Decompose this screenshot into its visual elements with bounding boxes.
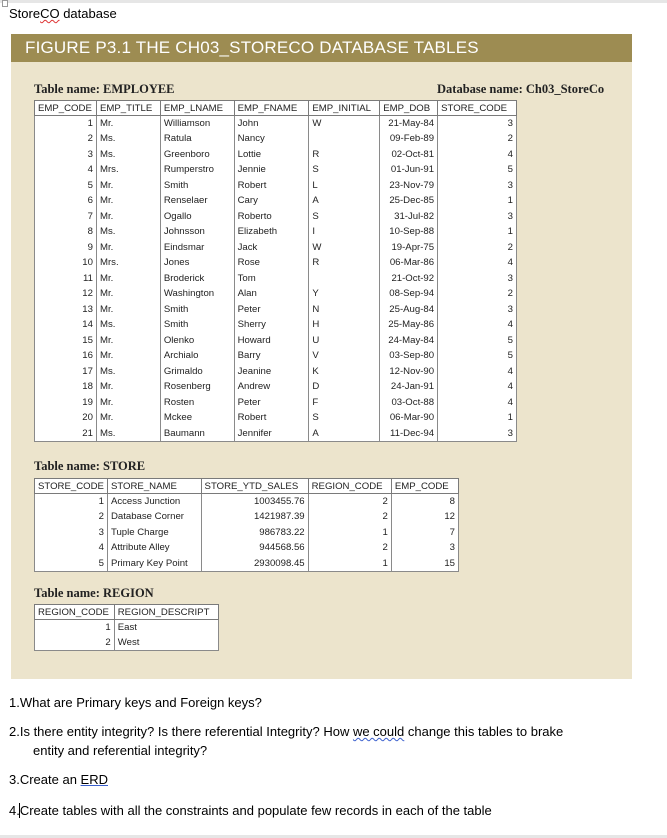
- question-1: 1.What are Primary keys and Foreign keys?: [9, 695, 262, 710]
- table-cell: Grimaldo: [160, 364, 234, 380]
- table-cell: 1: [308, 556, 391, 572]
- table-cell: 1: [438, 410, 517, 426]
- table-cell: Sherry: [234, 317, 309, 333]
- grammar-flag: we could: [352, 724, 405, 739]
- table-cell: Greenboro: [160, 147, 234, 163]
- table-cell: Howard: [234, 333, 309, 349]
- column-header: EMP_INITIAL: [309, 101, 380, 116]
- table-cell: Mr.: [96, 348, 160, 364]
- table-cell: 2: [438, 240, 517, 256]
- table-cell: 4: [438, 255, 517, 271]
- column-header: REGION_CODE: [35, 605, 115, 620]
- table-cell: F: [309, 395, 380, 411]
- table-cell: Mr.: [96, 178, 160, 194]
- table-cell: 02-Oct-81: [380, 147, 438, 163]
- table-cell: 2: [35, 131, 97, 147]
- figure-image: [11, 34, 632, 679]
- table-cell: Ms.: [96, 131, 160, 147]
- table-row: [35, 286, 517, 302]
- table-cell: Broderick: [160, 271, 234, 287]
- table-cell: 13: [35, 302, 97, 318]
- table-cell: U: [309, 333, 380, 349]
- table-row: [35, 131, 517, 147]
- table-cell: Olenko: [160, 333, 234, 349]
- table-cell: 15: [391, 556, 458, 572]
- table-cell: Database Corner: [107, 509, 201, 525]
- table-cell: 2: [308, 509, 391, 525]
- column-header: STORE_NAME: [107, 479, 201, 494]
- table-cell: 11: [35, 271, 97, 287]
- table-cell: 12: [391, 509, 458, 525]
- table-cell: 19-Apr-75: [380, 240, 438, 256]
- table-cell: Rumperstro: [160, 162, 234, 178]
- table-cell: 1421987.39: [201, 509, 308, 525]
- table-cell: 4: [438, 364, 517, 380]
- store-table-label: Table name: STORE: [34, 459, 146, 473]
- table-cell: 3: [438, 116, 517, 132]
- table-cell: Smith: [160, 317, 234, 333]
- table-cell: Rosten: [160, 395, 234, 411]
- table-cell: Mr.: [96, 193, 160, 209]
- table-cell: 2: [438, 286, 517, 302]
- table-cell: 16: [35, 348, 97, 364]
- table-cell: 1003455.76: [201, 494, 308, 510]
- table-cell: Robert: [234, 410, 309, 426]
- table-cell: 1: [308, 525, 391, 541]
- table-cell: 1: [35, 620, 115, 636]
- column-header: REGION_DESCRIPT: [114, 605, 218, 620]
- table-cell: 12-Nov-90: [380, 364, 438, 380]
- table-cell: 8: [391, 494, 458, 510]
- table-cell: D: [309, 379, 380, 395]
- table-cell: 31-Jul-82: [380, 209, 438, 225]
- table-cell: Johnsson: [160, 224, 234, 240]
- table-cell: Mr.: [96, 271, 160, 287]
- table-cell: 03-Oct-88: [380, 395, 438, 411]
- table-cell: 7: [391, 525, 458, 541]
- table-cell: I: [309, 224, 380, 240]
- table-cell: 24-May-84: [380, 333, 438, 349]
- spellcheck-word: CO: [40, 6, 60, 21]
- table-row: [35, 525, 459, 541]
- table-cell: 6: [35, 193, 97, 209]
- table-cell: East: [114, 620, 218, 636]
- employee-table: [34, 100, 517, 442]
- table-cell: Ogallo: [160, 209, 234, 225]
- table-cell: S: [309, 162, 380, 178]
- table-cell: Jones: [160, 255, 234, 271]
- question-2-continued: entity and referential integrity?: [33, 743, 208, 758]
- table-cell: 8: [35, 224, 97, 240]
- table-cell: 25-Aug-84: [380, 302, 438, 318]
- table-cell: Ms.: [96, 364, 160, 380]
- table-row: [35, 116, 517, 132]
- table-row: [35, 271, 517, 287]
- table-cell: K: [309, 364, 380, 380]
- table-cell: 986783.22: [201, 525, 308, 541]
- table-row: [35, 209, 517, 225]
- table-cell: 4: [35, 540, 108, 556]
- table-cell: A: [309, 193, 380, 209]
- table-cell: 09-Feb-89: [380, 131, 438, 147]
- table-cell: 06-Mar-86: [380, 255, 438, 271]
- question-4[interactable]: 4.Create tables with all the constraints and populate few records in each of the table: [9, 803, 492, 818]
- table-cell: [309, 271, 380, 287]
- table-cell: 1: [438, 193, 517, 209]
- column-header: EMP_CODE: [391, 479, 458, 494]
- table-cell: Eindsmar: [160, 240, 234, 256]
- column-header: EMP_LNAME: [160, 101, 234, 116]
- table-cell: 06-Mar-90: [380, 410, 438, 426]
- table-row: [35, 635, 219, 651]
- table-cell: 5: [438, 162, 517, 178]
- table-cell: 20: [35, 410, 97, 426]
- column-header: EMP_TITLE: [96, 101, 160, 116]
- table-cell: John: [234, 116, 309, 132]
- table-cell: 3: [438, 209, 517, 225]
- table-cell: 10: [35, 255, 97, 271]
- table-cell: Ratula: [160, 131, 234, 147]
- table-cell: Primary Key Point: [107, 556, 201, 572]
- table-cell: Mrs.: [96, 255, 160, 271]
- table-cell: Barry: [234, 348, 309, 364]
- table-cell: Ms.: [96, 147, 160, 163]
- region-table-label: Table name: REGION: [34, 586, 154, 600]
- region-table: [34, 604, 219, 651]
- table-cell: Attribute Alley: [107, 540, 201, 556]
- table-cell: 2930098.45: [201, 556, 308, 572]
- figure-title: FIGURE P3.1 THE CH03_STORECO DATABASE TABLES: [25, 38, 479, 57]
- table-row: [35, 540, 459, 556]
- table-cell: Alan: [234, 286, 309, 302]
- table-row: [35, 426, 517, 442]
- grammar-flag-erd: ERD: [80, 772, 108, 787]
- table-cell: 10-Sep-88: [380, 224, 438, 240]
- table-cell: 19: [35, 395, 97, 411]
- table-row: [35, 240, 517, 256]
- table-row: [35, 224, 517, 240]
- table-row: [35, 410, 517, 426]
- table-cell: W: [309, 116, 380, 132]
- page-top-border: [0, 0, 667, 3]
- table-cell: Rose: [234, 255, 309, 271]
- table-cell: 944568.56: [201, 540, 308, 556]
- table-cell: 4: [438, 395, 517, 411]
- table-cell: 3: [438, 302, 517, 318]
- table-cell: Tuple Charge: [107, 525, 201, 541]
- table-cell: Elizabeth: [234, 224, 309, 240]
- table-row: [35, 255, 517, 271]
- table-cell: 12: [35, 286, 97, 302]
- table-cell: Peter: [234, 302, 309, 318]
- table-cell: Ms.: [96, 426, 160, 442]
- column-header: STORE_CODE: [35, 479, 108, 494]
- object-anchor-handle[interactable]: [2, 0, 8, 7]
- table-cell: Y: [309, 286, 380, 302]
- table-cell: A: [309, 426, 380, 442]
- table-cell: 03-Sep-80: [380, 348, 438, 364]
- table-row: [35, 147, 517, 163]
- table-cell: Jennifer: [234, 426, 309, 442]
- table-cell: Tom: [234, 271, 309, 287]
- table-cell: R: [309, 147, 380, 163]
- table-cell: 25-May-86: [380, 317, 438, 333]
- table-cell: 3: [438, 271, 517, 287]
- table-cell: Mr.: [96, 209, 160, 225]
- table-cell: 01-Jun-91: [380, 162, 438, 178]
- table-cell: Baumann: [160, 426, 234, 442]
- table-cell: 15: [35, 333, 97, 349]
- table-cell: W: [309, 240, 380, 256]
- table-row: [35, 556, 459, 572]
- table-cell: 4: [438, 147, 517, 163]
- table-cell: Smith: [160, 302, 234, 318]
- question-3: 3.Create an ERD: [9, 772, 108, 787]
- table-cell: 3: [438, 426, 517, 442]
- table-cell: Mckee: [160, 410, 234, 426]
- table-cell: Mr.: [96, 333, 160, 349]
- table-cell: Roberto: [234, 209, 309, 225]
- table-cell: 2: [35, 509, 108, 525]
- table-cell: Mr.: [96, 395, 160, 411]
- table-cell: 1: [35, 116, 97, 132]
- table-cell: Mr.: [96, 302, 160, 318]
- column-header: STORE_CODE: [438, 101, 517, 116]
- table-cell: 23-Nov-79: [380, 178, 438, 194]
- table-cell: Cary: [234, 193, 309, 209]
- table-cell: V: [309, 348, 380, 364]
- table-cell: N: [309, 302, 380, 318]
- table-cell: Archialo: [160, 348, 234, 364]
- figure-banner: [11, 34, 632, 62]
- table-cell: 08-Sep-94: [380, 286, 438, 302]
- employee-table-label: Table name: EMPLOYEE: [34, 82, 175, 96]
- table-cell: Access Junction: [107, 494, 201, 510]
- table-row: [35, 317, 517, 333]
- table-cell: Ms.: [96, 317, 160, 333]
- table-cell: Mr.: [96, 286, 160, 302]
- table-cell: Jack: [234, 240, 309, 256]
- table-cell: 25-Dec-85: [380, 193, 438, 209]
- column-header: EMP_FNAME: [234, 101, 309, 116]
- table-cell: 24-Jan-91: [380, 379, 438, 395]
- column-header: EMP_DOB: [380, 101, 438, 116]
- table-cell: H: [309, 317, 380, 333]
- table-cell: Rosenberg: [160, 379, 234, 395]
- table-cell: 9: [35, 240, 97, 256]
- table-cell: S: [309, 209, 380, 225]
- table-cell: Williamson: [160, 116, 234, 132]
- table-cell: Lottie: [234, 147, 309, 163]
- table-cell: 21-May-84: [380, 116, 438, 132]
- table-cell: Ms.: [96, 224, 160, 240]
- table-cell: 4: [438, 317, 517, 333]
- table-cell: 3: [391, 540, 458, 556]
- table-cell: 18: [35, 379, 97, 395]
- table-cell: 3: [35, 147, 97, 163]
- table-row: [35, 494, 459, 510]
- column-header: REGION_CODE: [308, 479, 391, 494]
- table-cell: L: [309, 178, 380, 194]
- table-cell: Nancy: [234, 131, 309, 147]
- table-cell: 2: [35, 635, 115, 651]
- table-cell: Jennie: [234, 162, 309, 178]
- table-row: [35, 395, 517, 411]
- table-cell: 17: [35, 364, 97, 380]
- table-cell: Renselaer: [160, 193, 234, 209]
- table-cell: 5: [35, 178, 97, 194]
- table-cell: 1: [438, 224, 517, 240]
- table-cell: 5: [438, 333, 517, 349]
- table-cell: 2: [438, 131, 517, 147]
- table-cell: 11-Dec-94: [380, 426, 438, 442]
- table-cell: 4: [438, 379, 517, 395]
- table-cell: Peter: [234, 395, 309, 411]
- question-2: 2.Is there entity integrity? Is there referential Integrity? How we could change this tables to brake: [9, 724, 564, 739]
- database-name-label: Database name: Ch03_StoreCo: [437, 82, 605, 96]
- table-row: [35, 364, 517, 380]
- table-row: [35, 162, 517, 178]
- table-cell: S: [309, 410, 380, 426]
- table-row: [35, 620, 219, 636]
- store-table: [34, 478, 459, 572]
- table-cell: 4: [35, 162, 97, 178]
- table-cell: Mr.: [96, 116, 160, 132]
- table-row: [35, 193, 517, 209]
- table-cell: 3: [35, 525, 108, 541]
- table-row: [35, 348, 517, 364]
- table-row: [35, 302, 517, 318]
- document-title: StoreCO database: [9, 6, 117, 21]
- table-cell: Smith: [160, 178, 234, 194]
- table-cell: 5: [438, 348, 517, 364]
- table-cell: 1: [35, 494, 108, 510]
- table-cell: R: [309, 255, 380, 271]
- table-cell: Mrs.: [96, 162, 160, 178]
- column-header: STORE_YTD_SALES: [201, 479, 308, 494]
- table-cell: Jeanine: [234, 364, 309, 380]
- table-row: [35, 379, 517, 395]
- table-cell: [309, 131, 380, 147]
- table-cell: 5: [35, 556, 108, 572]
- table-cell: Andrew: [234, 379, 309, 395]
- table-cell: Mr.: [96, 379, 160, 395]
- table-cell: Mr.: [96, 240, 160, 256]
- column-header: EMP_CODE: [35, 101, 97, 116]
- table-cell: 21-Oct-92: [380, 271, 438, 287]
- table-cell: Robert: [234, 178, 309, 194]
- table-row: [35, 333, 517, 349]
- table-cell: 21: [35, 426, 97, 442]
- table-cell: West: [114, 635, 218, 651]
- table-row: [35, 509, 459, 525]
- table-cell: 7: [35, 209, 97, 225]
- table-cell: 3: [438, 178, 517, 194]
- table-cell: 2: [308, 494, 391, 510]
- table-cell: 2: [308, 540, 391, 556]
- table-row: [35, 178, 517, 194]
- table-cell: Washington: [160, 286, 234, 302]
- table-cell: Mr.: [96, 410, 160, 426]
- table-cell: 14: [35, 317, 97, 333]
